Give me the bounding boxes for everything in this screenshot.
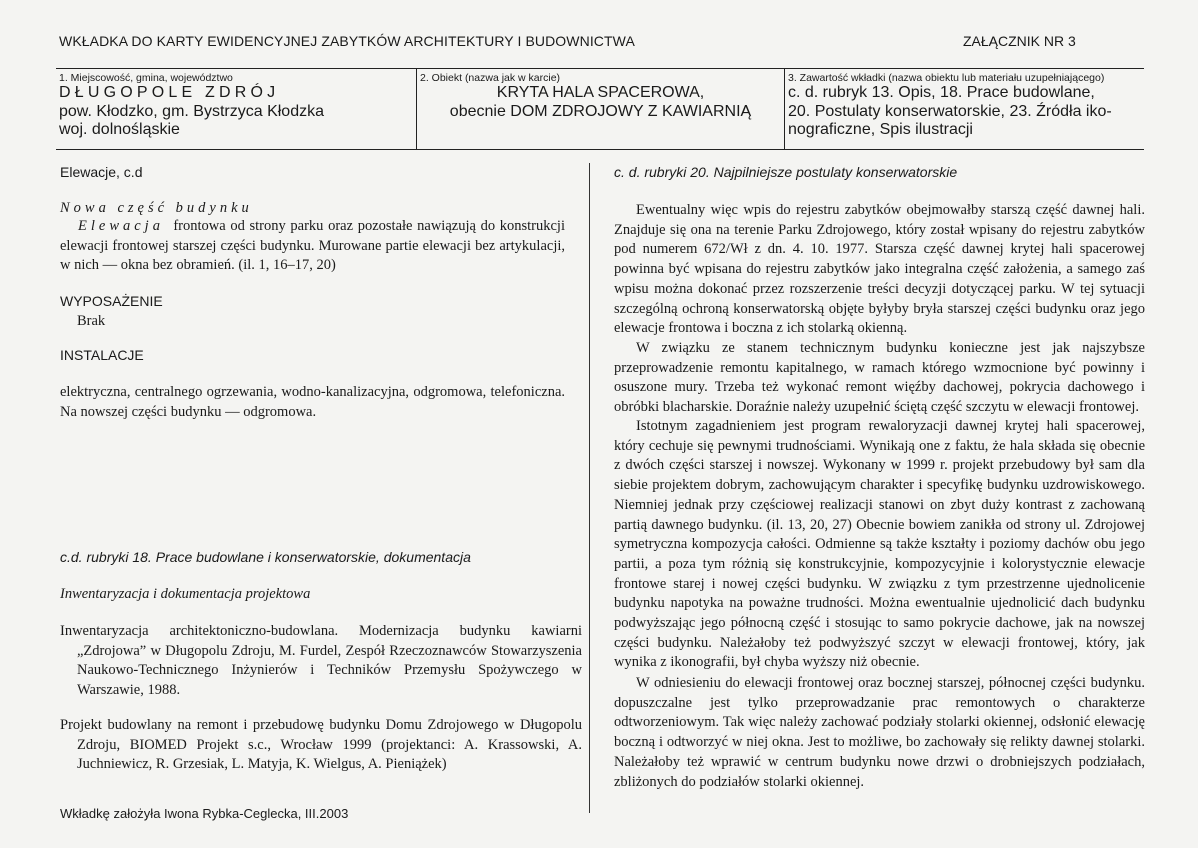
elevations-heading: Elewacje, c.d: [60, 164, 143, 180]
conservation-paragraph-3: Istotnym zagadnieniem jest program rewaloryzacji dawnej krytej hali spacerowej, który cechuje się pewnymi trudnościami. Wynikają one z faktu, że hala składa się obecnie z dwóch części starszej i nowszej. Wykonany w 1999 r. projekt przebudowy był sam dla siebie projektem dobrym, zachowującym charakter i specyfikę budynku uzdrowiskowego. Niemniej jednak przy częściowej realizacji stanowi on zbyt duży kontrast z zachowaną partią dawnego budynku. (il. 13, 20, 27) Obecnie bowiem zanikła od strony ul. Zdrojowej symetryczna kompozycja całości. Odmienne są także kształty i poziomy dachów obu jego partii, a poza tym różnią się konstrukcyjnie, kompozycyjnie i kolorystycznie elewacje frontowe starej i nowej części budynku. W związku z tym przestrzenne ujednolicenie budynku napotyka na poważne trudności. Można ewentualnie ujednolicić dach budynku podwyższając jego północną część i stosując to samo pokrycie dachowe, jak na nowszej części budynku. Należałoby też podwyższyć szczyt w elewacji frontowej, który, jak wynika z ikonografii, był chyba wyższy niż obecnie.: [614, 418, 1145, 671]
equipment-value: Brak: [77, 313, 106, 329]
conservation-paragraph-1: Ewentualny więc wpis do rejestru zabytków obejmowałby starszą część dawnej hali. Znajduje się ona na terenie Parku Zdrojowego, który został wpisany do rejestru zabytków pod numerem 672/Wł z dn. 4. 10. 1977. Starsza część dawnej krytej hali spacerowej powinna być wpisana do rejestru zabytków jako integralna część założenia, a samego zaś wpisu można dokonać przez rozszerzenie treści decyzji dotyczącej parku. W tej sytuacji szczególną ochroną konserwatorską objęte byłyby bryła starszej części budynku oraz jego elewacje frontowa i boczna z ich stolarką okienną.: [614, 202, 1145, 337]
documentation-entry-1: Inwentaryzacja architektoniczno-budowlana. Modernizacja budynku kawiarni „Zdrojowa” w Długopolu Zdroju, M. Furdel, Zespół Rzeczoznawców Stowarzyszenia Naukowo-Technicznego Inżynierów i Techników Przemysłu Spożywczego w Warszawie, 1988.: [60, 623, 582, 699]
contents-box: [785, 68, 1144, 150]
county-municipality: pow. Kłodzko, gm. Bystrzyca Kłodzka: [59, 102, 324, 120]
rubric-18-heading: c.d. rubryki 18. Prace budowlane i konserwatorskie, dokumentacja: [60, 549, 471, 565]
conservation-paragraph-2: W związku ze stanem technicznym budynku konieczne jest jak najszybsze przeprowadzenie remontu kapitalnego, w ramach którego wzmocnione być powinny i osuszone mury. Trzeba też wykonać remont więźby dachowej, pokrycia dachowego i obróbki blacharskie. Doraźnie należy uzupełnić ściętą część szczytu w elewacji frontowej.: [614, 340, 1145, 416]
new-part-paragraph: Elewacja frontowa od strony parku oraz pozostałe nawiązują do konstrukcji elewacji frontowej starszej części budynku. Murowane partie elewacji bez artykulacji, w nich — okna bez obramień. (il. 1, 16–17, 20): [60, 218, 565, 274]
conservation-paragraph-4: W odniesieniu do elewacji frontowej oraz bocznej starszej, północnej części budynku. dopuszczalne jest tylko przeprowadzanie prac remontowych o charakterze odtworzeniowym. Tak więc należy zachować podziały stolarki okiennej, odsłonić elewację boczną i odtworzyć w niej okna. Jest to możliwe, bo zachowały się relikty dawnej stolarki. Należałoby też wprawić w centrum budynku nowe drzwi o drobniejszych podziałach, zbliżonych do podziałów stolarki okiennej.: [614, 675, 1145, 790]
author-note: Wkładkę założyła Iwona Rybka-Ceglecka, III.2003: [60, 806, 349, 821]
inventory-subheading: Inwentaryzacja i dokumentacja projektowa: [60, 586, 311, 602]
installations-value: elektryczna, centralnego ogrzewania, wodno-kanalizacyjna, odgromowa, telefoniczna. Na nowszej części budynku — odgromowa.: [60, 384, 565, 420]
object-label: 2. Obiekt (nazwa jak w karcie): [420, 72, 561, 84]
column-divider: [589, 163, 590, 813]
contents-line-2: 20. Postulaty konserwatorskie, 23. Źródła iko-: [788, 102, 1112, 120]
document-title: WKŁADKA DO KARTY EWIDENCYJNEJ ZABYTKÓW ARCHITEKTURY I BUDOWNICTWA: [59, 33, 635, 49]
contents-line-3: nograficzne, Spis ilustracji: [788, 121, 973, 138]
new-part-subheading: Nowa część budynku: [60, 200, 253, 216]
object-box: [416, 68, 785, 150]
contents-line-1: c. d. rubryk 13. Opis, 18. Prace budowlane,: [788, 84, 1095, 101]
rubric-20-heading: c. d. rubryki 20. Najpilniejsze postulaty konserwatorskie: [614, 164, 958, 180]
documentation-entry-2: Projekt budowlany na remont i przebudowę budynku Domu Zdrojowego w Długopolu Zdroju, BIOMED Projekt s.c., Wrocław 1999 (projektanci: A. Krassowski, A. Juchniewicz, R. Grzesiak, L. Matyja, K. Wielgus, A. Pieniążek): [60, 717, 582, 773]
equipment-heading: WYPOSAŻENIE: [60, 293, 163, 309]
installations-heading: INSTALACJE: [60, 347, 144, 363]
object-name: KRYTA HALA SPACEROWA,: [496, 84, 705, 101]
annex-number: ZAŁĄCZNIK NR 3: [963, 33, 1076, 49]
contents-label: 3. Zawartość wkładki (nazwa obiektu lub materiału uzupełniającego): [788, 72, 1105, 84]
location-box: [56, 68, 416, 150]
location-label: 1. Miejscowość, gmina, województwo: [59, 72, 233, 84]
object-current-name: obecnie DOM ZDROJOWY Z KAWIARNIĄ: [449, 102, 752, 120]
voivodeship: woj. dolnośląskie: [59, 121, 180, 138]
locality-name: DŁUGOPOLE ZDRÓJ: [59, 84, 280, 101]
